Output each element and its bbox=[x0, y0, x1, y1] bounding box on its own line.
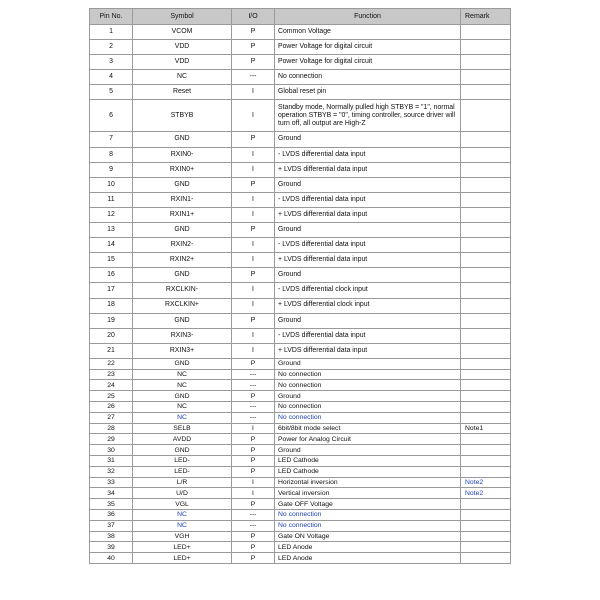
pin-number-cell: 37 bbox=[90, 520, 133, 531]
function-cell: No connection bbox=[275, 520, 461, 531]
symbol-cell: VGH bbox=[133, 531, 232, 542]
function-cell: LED Anode bbox=[275, 542, 461, 553]
remark-cell bbox=[461, 55, 511, 70]
symbol-cell: NC bbox=[133, 380, 232, 391]
table-row bbox=[90, 434, 511, 445]
function-cell: 6bit/8bit mode select bbox=[275, 423, 461, 434]
io-type-cell: --- bbox=[232, 380, 275, 391]
table-row bbox=[90, 40, 511, 55]
function-cell: - LVDS differential data input bbox=[275, 147, 461, 162]
table-row bbox=[90, 147, 511, 162]
table-row bbox=[90, 423, 511, 434]
function-cell: + LVDS differential clock input bbox=[275, 298, 461, 313]
function-cell: - LVDS differential clock input bbox=[275, 283, 461, 298]
symbol-cell: L/R bbox=[133, 477, 232, 488]
table-row bbox=[90, 402, 511, 413]
io-type-cell: I bbox=[232, 298, 275, 313]
table-row bbox=[90, 85, 511, 100]
symbol-cell: RXIN2+ bbox=[133, 253, 232, 268]
io-type-cell: --- bbox=[232, 369, 275, 380]
symbol-cell: STBYB bbox=[133, 100, 232, 132]
symbol-cell: LED+ bbox=[133, 553, 232, 564]
io-type-cell: P bbox=[232, 25, 275, 40]
function-cell: + LVDS differential data input bbox=[275, 162, 461, 177]
symbol-cell: GND bbox=[133, 391, 232, 402]
symbol-cell: LED- bbox=[133, 466, 232, 477]
function-cell: Ground bbox=[275, 358, 461, 369]
pin-number-cell: 8 bbox=[90, 147, 133, 162]
function-cell: Ground bbox=[275, 313, 461, 328]
io-type-cell: I bbox=[232, 253, 275, 268]
io-type-cell: I bbox=[232, 207, 275, 222]
table-row bbox=[90, 520, 511, 531]
symbol-cell: RXCLKIN+ bbox=[133, 298, 232, 313]
symbol-cell: NC bbox=[133, 520, 232, 531]
pin-number-cell: 9 bbox=[90, 162, 133, 177]
io-type-cell: P bbox=[232, 55, 275, 70]
pin-table-container bbox=[89, 8, 510, 564]
pin-number-cell: 33 bbox=[90, 477, 133, 488]
symbol-cell: RXIN3- bbox=[133, 328, 232, 343]
remark-cell bbox=[461, 553, 511, 564]
remark-cell bbox=[461, 253, 511, 268]
function-cell: LED Cathode bbox=[275, 456, 461, 467]
io-type-cell: I bbox=[232, 85, 275, 100]
remark-cell bbox=[461, 147, 511, 162]
function-cell: + LVDS differential data input bbox=[275, 253, 461, 268]
header-symbol: Symbol bbox=[133, 9, 232, 25]
symbol-cell: GND bbox=[133, 177, 232, 192]
function-cell: No connection bbox=[275, 369, 461, 380]
remark-cell bbox=[461, 40, 511, 55]
header-pin-no: Pin No. bbox=[90, 9, 133, 25]
symbol-cell: Reset bbox=[133, 85, 232, 100]
function-cell: - LVDS differential data input bbox=[275, 238, 461, 253]
table-row bbox=[90, 298, 511, 313]
io-type-cell: P bbox=[232, 499, 275, 510]
symbol-cell: RXIN2- bbox=[133, 238, 232, 253]
remark-cell: Note1 bbox=[461, 423, 511, 434]
symbol-cell: GND bbox=[133, 445, 232, 456]
symbol-cell: LED+ bbox=[133, 542, 232, 553]
pin-number-cell: 36 bbox=[90, 510, 133, 521]
table-row bbox=[90, 391, 511, 402]
pin-number-cell: 4 bbox=[90, 70, 133, 85]
pin-number-cell: 25 bbox=[90, 391, 133, 402]
table-row bbox=[90, 100, 511, 132]
symbol-cell: SELB bbox=[133, 423, 232, 434]
pin-number-cell: 3 bbox=[90, 55, 133, 70]
remark-cell bbox=[461, 85, 511, 100]
io-type-cell: I bbox=[232, 162, 275, 177]
pin-number-cell: 6 bbox=[90, 100, 133, 132]
io-type-cell: P bbox=[232, 223, 275, 238]
pin-number-cell: 20 bbox=[90, 328, 133, 343]
pin-number-cell: 27 bbox=[90, 412, 133, 423]
pin-number-cell: 24 bbox=[90, 380, 133, 391]
symbol-cell: AVDD bbox=[133, 434, 232, 445]
function-cell: Ground bbox=[275, 132, 461, 147]
table-row bbox=[90, 55, 511, 70]
pin-number-cell: 13 bbox=[90, 223, 133, 238]
io-type-cell: I bbox=[232, 192, 275, 207]
table-row bbox=[90, 162, 511, 177]
symbol-cell: VDD bbox=[133, 55, 232, 70]
symbol-cell: RXIN0+ bbox=[133, 162, 232, 177]
pin-assignment-table bbox=[89, 8, 511, 564]
remark-cell bbox=[461, 456, 511, 467]
io-type-cell: I bbox=[232, 477, 275, 488]
function-cell: Common Voltage bbox=[275, 25, 461, 40]
table-row bbox=[90, 238, 511, 253]
table-row bbox=[90, 207, 511, 222]
table-row bbox=[90, 132, 511, 147]
symbol-cell: U/D bbox=[133, 488, 232, 499]
table-row bbox=[90, 499, 511, 510]
table-row bbox=[90, 343, 511, 358]
io-type-cell: --- bbox=[232, 510, 275, 521]
symbol-cell: NC bbox=[133, 412, 232, 423]
io-type-cell: P bbox=[232, 445, 275, 456]
function-cell: Horizontal inversion bbox=[275, 477, 461, 488]
pin-number-cell: 28 bbox=[90, 423, 133, 434]
symbol-cell: RXIN1- bbox=[133, 192, 232, 207]
table-row bbox=[90, 70, 511, 85]
pin-number-cell: 35 bbox=[90, 499, 133, 510]
remark-cell bbox=[461, 343, 511, 358]
function-cell: Global reset pin bbox=[275, 85, 461, 100]
remark-cell bbox=[461, 380, 511, 391]
remark-cell bbox=[461, 328, 511, 343]
io-type-cell: P bbox=[232, 553, 275, 564]
remark-cell bbox=[461, 358, 511, 369]
function-cell: Ground bbox=[275, 268, 461, 283]
remark-cell bbox=[461, 542, 511, 553]
table-row bbox=[90, 466, 511, 477]
pin-number-cell: 22 bbox=[90, 358, 133, 369]
table-row bbox=[90, 313, 511, 328]
pin-number-cell: 38 bbox=[90, 531, 133, 542]
table-row bbox=[90, 412, 511, 423]
remark-cell bbox=[461, 510, 511, 521]
symbol-cell: RXIN3+ bbox=[133, 343, 232, 358]
symbol-cell: VCOM bbox=[133, 25, 232, 40]
function-cell: No connection bbox=[275, 70, 461, 85]
remark-cell bbox=[461, 369, 511, 380]
pin-number-cell: 34 bbox=[90, 488, 133, 499]
symbol-cell: GND bbox=[133, 223, 232, 238]
symbol-cell: GND bbox=[133, 132, 232, 147]
remark-cell bbox=[461, 132, 511, 147]
pin-number-cell: 2 bbox=[90, 40, 133, 55]
table-row bbox=[90, 223, 511, 238]
symbol-cell: RXIN1+ bbox=[133, 207, 232, 222]
header-remark: Remark bbox=[461, 9, 511, 25]
pin-number-cell: 11 bbox=[90, 192, 133, 207]
io-type-cell: P bbox=[232, 466, 275, 477]
io-type-cell: P bbox=[232, 531, 275, 542]
function-cell: No connection bbox=[275, 380, 461, 391]
io-type-cell: I bbox=[232, 147, 275, 162]
pin-number-cell: 5 bbox=[90, 85, 133, 100]
remark-cell bbox=[461, 283, 511, 298]
symbol-cell: LED- bbox=[133, 456, 232, 467]
pin-number-cell: 7 bbox=[90, 132, 133, 147]
table-row bbox=[90, 328, 511, 343]
symbol-cell: RXIN0- bbox=[133, 147, 232, 162]
pin-number-cell: 32 bbox=[90, 466, 133, 477]
pin-number-cell: 17 bbox=[90, 283, 133, 298]
table-row bbox=[90, 488, 511, 499]
symbol-cell: NC bbox=[133, 510, 232, 521]
remark-cell bbox=[461, 25, 511, 40]
function-cell: + LVDS differential data input bbox=[275, 207, 461, 222]
table-row bbox=[90, 477, 511, 488]
function-cell: Ground bbox=[275, 223, 461, 238]
function-cell: + LVDS differential data input bbox=[275, 343, 461, 358]
remark-cell bbox=[461, 434, 511, 445]
io-type-cell: I bbox=[232, 488, 275, 499]
pin-number-cell: 16 bbox=[90, 268, 133, 283]
table-row bbox=[90, 25, 511, 40]
pin-number-cell: 40 bbox=[90, 553, 133, 564]
io-type-cell: I bbox=[232, 238, 275, 253]
pin-number-cell: 15 bbox=[90, 253, 133, 268]
table-row bbox=[90, 268, 511, 283]
pin-number-cell: 29 bbox=[90, 434, 133, 445]
pin-number-cell: 31 bbox=[90, 456, 133, 467]
io-type-cell: --- bbox=[232, 412, 275, 423]
io-type-cell: I bbox=[232, 100, 275, 132]
io-type-cell: P bbox=[232, 434, 275, 445]
remark-cell bbox=[461, 313, 511, 328]
function-cell: - LVDS differential data input bbox=[275, 328, 461, 343]
pin-number-cell: 30 bbox=[90, 445, 133, 456]
pin-number-cell: 12 bbox=[90, 207, 133, 222]
function-cell: No connection bbox=[275, 510, 461, 521]
pin-number-cell: 14 bbox=[90, 238, 133, 253]
function-cell: Power for Analog Circuit bbox=[275, 434, 461, 445]
function-cell: LED Cathode bbox=[275, 466, 461, 477]
io-type-cell: --- bbox=[232, 70, 275, 85]
symbol-cell: VGL bbox=[133, 499, 232, 510]
remark-cell bbox=[461, 499, 511, 510]
table-row bbox=[90, 177, 511, 192]
remark-cell bbox=[461, 412, 511, 423]
function-cell: Ground bbox=[275, 445, 461, 456]
pin-number-cell: 1 bbox=[90, 25, 133, 40]
io-type-cell: P bbox=[232, 313, 275, 328]
table-row bbox=[90, 192, 511, 207]
pin-number-cell: 18 bbox=[90, 298, 133, 313]
remark-cell bbox=[461, 192, 511, 207]
remark-cell bbox=[461, 402, 511, 413]
function-cell: No connection bbox=[275, 412, 461, 423]
table-row bbox=[90, 380, 511, 391]
table-row bbox=[90, 531, 511, 542]
table-row bbox=[90, 358, 511, 369]
remark-cell: Note2 bbox=[461, 477, 511, 488]
pin-number-cell: 19 bbox=[90, 313, 133, 328]
remark-cell bbox=[461, 531, 511, 542]
header-io: I/O bbox=[232, 9, 275, 25]
table-row bbox=[90, 542, 511, 553]
table-row bbox=[90, 510, 511, 521]
remark-cell bbox=[461, 238, 511, 253]
io-type-cell: P bbox=[232, 40, 275, 55]
io-type-cell: P bbox=[232, 132, 275, 147]
io-type-cell: P bbox=[232, 268, 275, 283]
pin-number-cell: 23 bbox=[90, 369, 133, 380]
io-type-cell: I bbox=[232, 283, 275, 298]
io-type-cell: P bbox=[232, 542, 275, 553]
io-type-cell: I bbox=[232, 423, 275, 434]
header-function: Function bbox=[275, 9, 461, 25]
table-row bbox=[90, 553, 511, 564]
pin-number-cell: 10 bbox=[90, 177, 133, 192]
function-cell: No connection bbox=[275, 402, 461, 413]
symbol-cell: VDD bbox=[133, 40, 232, 55]
symbol-cell: RXCLKIN- bbox=[133, 283, 232, 298]
function-cell: Power Voltage for digital circuit bbox=[275, 55, 461, 70]
function-cell: Gate ON Voltage bbox=[275, 531, 461, 542]
symbol-cell: GND bbox=[133, 268, 232, 283]
table-row bbox=[90, 253, 511, 268]
io-type-cell: P bbox=[232, 391, 275, 402]
remark-cell bbox=[461, 70, 511, 85]
function-cell: - LVDS differential data input bbox=[275, 192, 461, 207]
pin-number-cell: 39 bbox=[90, 542, 133, 553]
function-cell: Ground bbox=[275, 177, 461, 192]
table-row bbox=[90, 445, 511, 456]
symbol-cell: NC bbox=[133, 70, 232, 85]
io-type-cell: P bbox=[232, 177, 275, 192]
remark-cell bbox=[461, 100, 511, 132]
symbol-cell: NC bbox=[133, 402, 232, 413]
table-header-row bbox=[90, 9, 511, 25]
remark-cell: Note2 bbox=[461, 488, 511, 499]
remark-cell bbox=[461, 268, 511, 283]
function-cell: Ground bbox=[275, 391, 461, 402]
remark-cell bbox=[461, 520, 511, 531]
io-type-cell: P bbox=[232, 456, 275, 467]
remark-cell bbox=[461, 162, 511, 177]
table-body bbox=[90, 25, 511, 564]
remark-cell bbox=[461, 207, 511, 222]
pin-number-cell: 26 bbox=[90, 402, 133, 413]
function-cell: Vertical inversion bbox=[275, 488, 461, 499]
remark-cell bbox=[461, 223, 511, 238]
function-cell: Power Voltage for digital circuit bbox=[275, 40, 461, 55]
function-cell: Gate OFF Voltage bbox=[275, 499, 461, 510]
io-type-cell: I bbox=[232, 343, 275, 358]
symbol-cell: GND bbox=[133, 313, 232, 328]
io-type-cell: I bbox=[232, 328, 275, 343]
symbol-cell: GND bbox=[133, 358, 232, 369]
function-cell: Standby mode, Normally pulled high STBYB = "1", normal operation STBYB = "0", timing controller, source driver will turn off, all output are High-Z bbox=[275, 100, 461, 132]
remark-cell bbox=[461, 445, 511, 456]
remark-cell bbox=[461, 391, 511, 402]
table-row bbox=[90, 369, 511, 380]
remark-cell bbox=[461, 466, 511, 477]
table-row bbox=[90, 283, 511, 298]
table-row bbox=[90, 456, 511, 467]
remark-cell bbox=[461, 177, 511, 192]
pin-number-cell: 21 bbox=[90, 343, 133, 358]
remark-cell bbox=[461, 298, 511, 313]
io-type-cell: --- bbox=[232, 402, 275, 413]
function-cell: LED Anode bbox=[275, 553, 461, 564]
io-type-cell: P bbox=[232, 358, 275, 369]
io-type-cell: --- bbox=[232, 520, 275, 531]
symbol-cell: NC bbox=[133, 369, 232, 380]
